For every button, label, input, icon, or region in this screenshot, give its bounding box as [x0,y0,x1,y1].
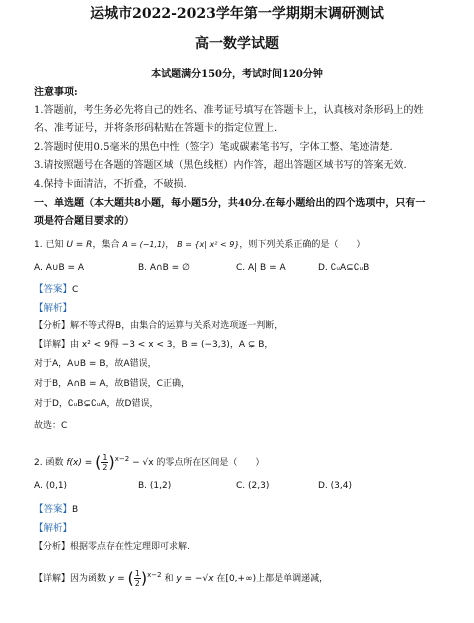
question-2-option-c: C. (2,3) [236,481,270,491]
question-2-option-a: A. (0,1) [34,481,68,491]
section-heading: 一、单选题（本大题共8小题，每小题5分，共40分.在每小题给出的四个选项中，只有一 [34,198,426,209]
fraction: $\frac{1}{2}$ [102,453,108,472]
notice-item: 3.请按照题号在各题的答题区域（黑色线框）内作答，超出答题区域书写的答案无效. [34,160,407,171]
question-1-xiangjie: 【详解】由 x² < 9得 −3 < x < 3，B = (−3,3)，A ⊊ B， [34,340,274,350]
notice-item: 名、准考证号，并将条形码粘贴在答题卡的指定位置上. [34,123,278,134]
question-2-stem: 2. 函数 f(x) = ( $\frac{1}{2}$ )$^{x-2}$ − √x 的零点所在区间是（ ） [34,452,265,472]
notice-item: 1.答题前，考生务必先将自己的姓名、准考证号填写在答题卡上，认真核对条形码上的姓 [34,105,424,116]
question-2-answer: 【答案】B [34,504,79,515]
question-2-fenxi: 【分析】根据零点存在性定理即可求解. [34,542,190,552]
question-2-option-d: D. (3,4) [318,481,352,491]
question-1-option-d: D. ∁ᵤA⊆∁ᵤB [318,263,370,273]
question-1-solution-line: 故选：C [34,421,68,431]
question-1-option-b: B. A∩B = ∅ [138,263,190,273]
fraction: $\frac{1}{2}$ [134,569,140,588]
exam-title: 运城市2022-2023学年第一学期期末调研测试 [90,6,384,22]
notice-heading: 注意事项: [34,87,78,98]
question-1-solution-line: 对于B，A∩B = A，故B错误，C正确， [34,379,190,389]
question-1-option-c: C. A| B = A [236,263,286,273]
question-2-option-b: B. (1,2) [138,481,172,491]
question-1-analysis: 【解析】 [34,303,73,314]
question-1-fenxi: 【分析】解不等式得B，由集合的运算与关系对选项逐一判断， [34,321,284,331]
notice-item: 4.保持卡面清洁，不折叠，不破损. [34,179,187,190]
exam-subtitle: 本试题满分150分，考试时间120分钟 [151,69,323,80]
question-1-answer: 【答案】C [34,284,79,295]
question-2-xiangjie: 【详解】因为函数 y = ( $\frac{1}{2}$ )$^{x-2}$ 和 y = −√x 在[0,+∞)上都是单调递减， [34,568,329,588]
question-1-solution-line: 对于D，∁ᵤB⊊∁ᵤA，故D错误， [34,399,159,409]
question-1-option-a: A. A∪B = A [34,263,85,273]
question-1-stem: 1. 已知 U = R，集合 A = (−1,1)， B = {x| x² < 9}，则下列关系正确的是（ ） [34,240,366,250]
question-1-solution-line: 对于A，A∪B = B，故A错误， [34,359,157,369]
exam-subject-title: 高一数学试题 [195,36,279,52]
notice-item: 2.答题时使用0.5毫米的黑色中性（签字）笔或碳素笔书写，字体工整、笔迹清楚. [34,142,393,153]
section-heading-cont: 项是符合题目要求的） [34,216,134,227]
question-2-analysis: 【解析】 [34,523,73,534]
